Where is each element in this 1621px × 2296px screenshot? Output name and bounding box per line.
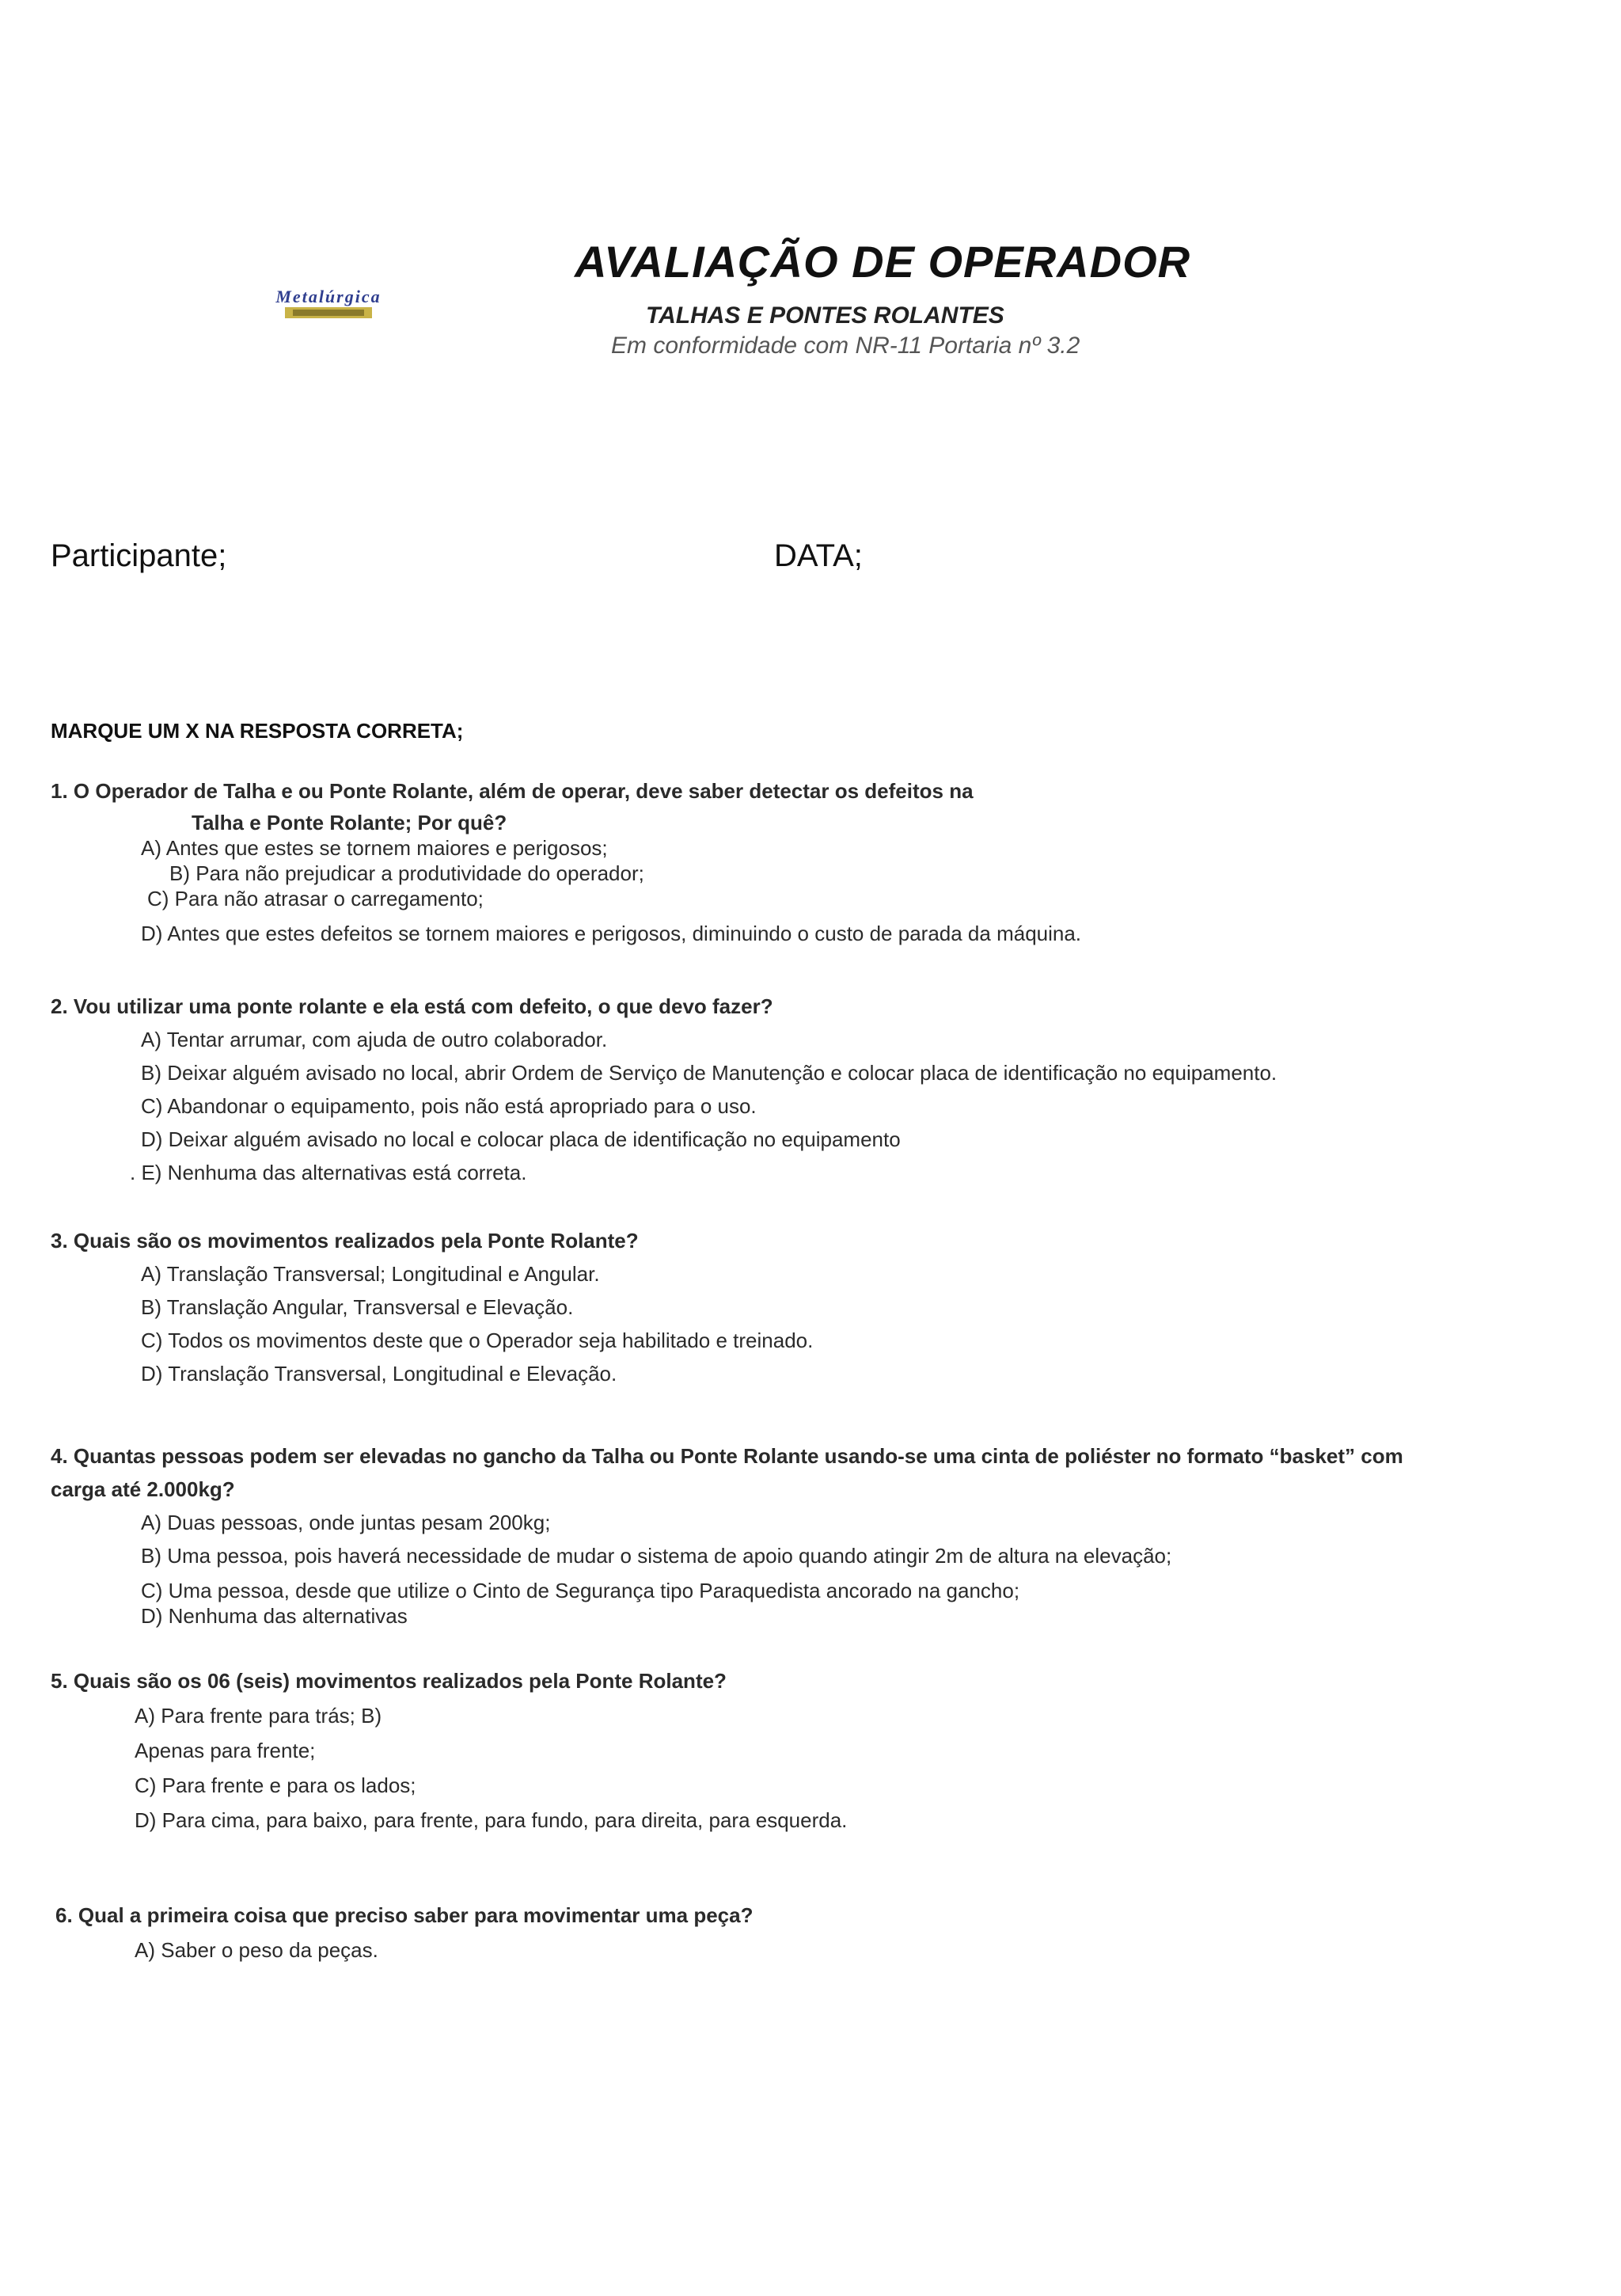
page-subtitle: TALHAS E PONTES ROLANTES bbox=[646, 302, 1004, 329]
instruction-text: MARQUE UM X NA RESPOSTA CORRETA; bbox=[51, 719, 464, 743]
question-6-text: 6. Qual a primeira coisa que preciso saber para movimentar uma peça? bbox=[55, 1903, 754, 1927]
question-3-option-d: D) Translação Transversal, Longitudinal e Elevação. bbox=[141, 1362, 617, 1386]
page-title: AVALIAÇÃO DE OPERADOR bbox=[575, 237, 1191, 287]
question-4-option-c: C) Uma pessoa, desde que utilize o Cinto de Segurança tipo Paraquedista ancorado na gancho; bbox=[141, 1579, 1020, 1602]
date-label: DATA; bbox=[774, 538, 863, 573]
question-5-text: 5. Quais são os 06 (seis) movimentos realizados pela Ponte Rolante? bbox=[51, 1669, 727, 1693]
question-5-option-b: Apenas para frente; bbox=[135, 1739, 316, 1762]
question-6-option-a: A) Saber o peso da peças. bbox=[135, 1938, 378, 1962]
question-5-option-a: A) Para frente para trás; B) bbox=[135, 1704, 382, 1728]
question-1-option-c: C) Para não atrasar o carregamento; bbox=[147, 887, 484, 910]
company-logo bbox=[237, 285, 419, 325]
question-4-text: 4. Quantas pessoas podem ser elevadas no gancho da Talha ou Ponte Rolante usando-se uma cinta de poliéster no formato “basket” com bbox=[51, 1444, 1403, 1468]
question-1-option-a: A) Antes que estes se tornem maiores e perigosos; bbox=[141, 836, 608, 860]
question-4-text-cont: carga até 2.000kg? bbox=[51, 1477, 235, 1501]
question-3-option-a: A) Translação Transversal; Longitudinal e Angular. bbox=[141, 1262, 600, 1286]
question-5-option-c: C) Para frente e para os lados; bbox=[135, 1773, 416, 1797]
question-5-option-d: D) Para cima, para baixo, para frente, para fundo, para direita, para esquerda. bbox=[135, 1808, 848, 1832]
question-2-option-d: D) Deixar alguém avisado no local e colocar placa de identificação no equipamento bbox=[141, 1127, 901, 1151]
question-4-option-b: B) Uma pessoa, pois haverá necessidade de mudar o sistema de apoio quando atingir 2m de altura na elevação; bbox=[141, 1544, 1172, 1568]
participant-label: Participante; bbox=[51, 538, 227, 573]
question-1-option-b: B) Para não prejudicar a produtividade do operador; bbox=[169, 861, 644, 885]
question-1-option-d: D) Antes que estes defeitos se tornem maiores e perigosos, diminuindo o custo de parada da máquina. bbox=[141, 922, 1082, 945]
question-2-option-c: C) Abandonar o equipamento, pois não está apropriado para o uso. bbox=[141, 1094, 757, 1118]
question-3-text: 3. Quais são os movimentos realizados pela Ponte Rolante? bbox=[51, 1229, 639, 1253]
question-1-text-cont: Talha e Ponte Rolante; Por quê? bbox=[192, 811, 507, 834]
question-4-option-a: A) Duas pessoas, onde juntas pesam 200kg; bbox=[141, 1511, 551, 1534]
company-logo-graphic bbox=[237, 285, 419, 325]
question-2-option-e: . E) Nenhuma das alternativas está correta. bbox=[130, 1161, 527, 1184]
logo-lettering: Metalúrgica bbox=[275, 287, 382, 306]
question-2-option-a: A) Tentar arrumar, com ajuda de outro colaborador. bbox=[141, 1028, 608, 1051]
question-3-option-c: C) Todos os movimentos deste que o Operador seja habilitado e treinado. bbox=[141, 1329, 814, 1352]
question-3-option-b: B) Translação Angular, Transversal e Elevação. bbox=[141, 1295, 574, 1319]
question-2-text: 2. Vou utilizar uma ponte rolante e ela está com defeito, o que devo fazer? bbox=[51, 994, 773, 1018]
question-2-option-b: B) Deixar alguém avisado no local, abrir Ordem de Serviço de Manutenção e colocar placa de identificação no equipamento. bbox=[141, 1061, 1277, 1085]
compliance-note: Em conformidade com NR-11 Portaria nº 3.2 bbox=[611, 333, 1080, 359]
question-1-text: 1. O Operador de Talha e ou Ponte Rolante, além de operar, deve saber detectar os defeitos na bbox=[51, 779, 974, 803]
question-4-option-d: D) Nenhuma das alternativas bbox=[141, 1604, 408, 1628]
